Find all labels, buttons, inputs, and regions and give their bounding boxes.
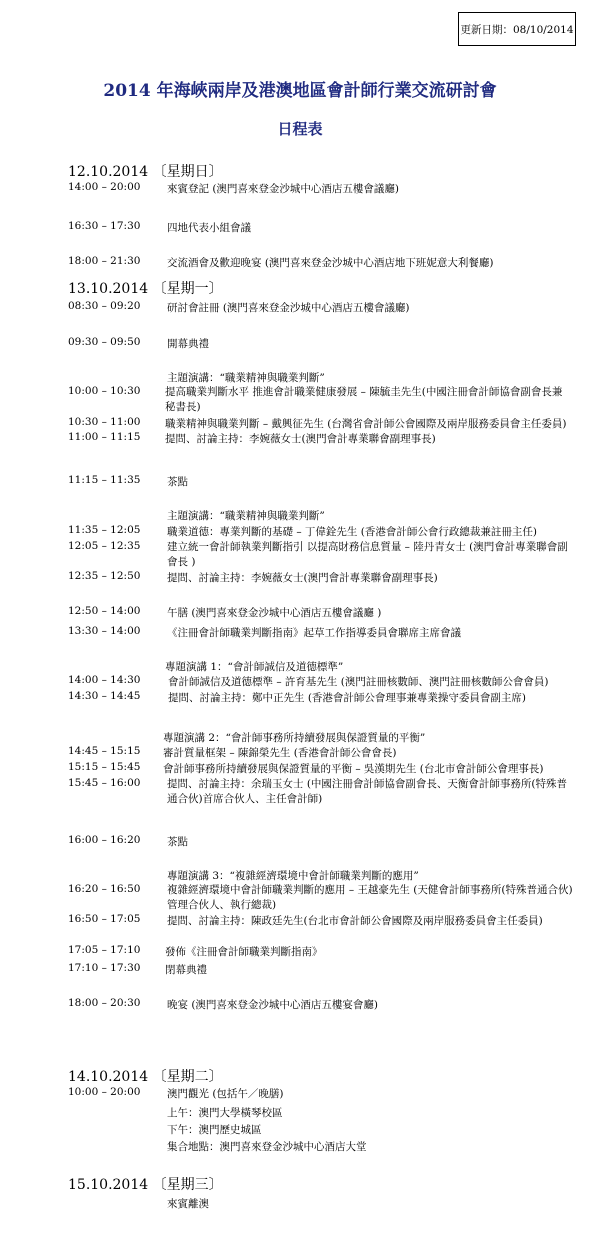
description: 提問、討論主持：李婉薇女士(澳門會計專業聯會副理事長) — [165, 433, 436, 445]
day-heading-13-10: 13.10.2014 〔星期一〕 — [68, 281, 223, 297]
time: 16:20 – 16:50 — [68, 883, 141, 895]
time: 14:30 – 14:45 — [68, 690, 141, 702]
time: 10:00 – 20:00 — [68, 1086, 141, 1098]
description: 來賓離澳 — [167, 1198, 209, 1210]
description: 會計師事務所持續發展與保證質量的平衡 – 吳漢期先生 (台北市會計師公會理事長) — [163, 763, 544, 775]
description: 專題演講 1：“會計師誠信及道德標準” — [165, 661, 344, 673]
description: 提問、討論主持：鄭中正先生 (香港會計師公會理事兼專業操守委員會副主席) — [168, 692, 527, 704]
page-subtitle: 日程表 — [277, 120, 323, 138]
description: 發佈《注冊會計師職業判斷指南》 — [165, 946, 323, 958]
description: 提問、討論主持：陳政廷先生(台北市會計師公會國際及兩岸服務委員會主任委員) — [167, 915, 543, 927]
day-heading-15-10: 15.10.2014 〔星期三〕 — [68, 1177, 223, 1193]
time: 10:00 – 10:30 — [68, 385, 141, 397]
time: 17:10 – 17:30 — [68, 962, 141, 974]
description: 下午：澳門歷史城區 — [167, 1124, 262, 1136]
description: 職業精神與職業判斷 – 戴興征先生 (台灣省會計師公會國際及兩岸服務委員會主任委員) — [165, 418, 567, 430]
description: 上午：澳門大學橫琴校區 — [167, 1107, 283, 1119]
description: 審計質量框架 – 陳錦榮先生 (香港會計師公會會長) — [163, 747, 397, 759]
description: 澳門觀光 (包括午／晚膳) — [167, 1088, 284, 1100]
time: 14:00 – 14:30 — [68, 674, 141, 686]
time: 14:00 – 20:00 — [68, 181, 141, 193]
description: 主題演講：“職業精神與職業判斷” — [167, 372, 325, 384]
time: 15:15 – 15:45 — [68, 761, 141, 773]
description: 主題演講：“職業精神與職業判斷” — [167, 510, 325, 522]
description: 專題演講 3：“複雜經濟環境中會計師職業判斷的應用” — [167, 870, 419, 882]
description: 職業道德：專業判斷的基礎 – 丁偉銓先生 (香港會計師公會行政總裁兼註冊主任) — [167, 526, 537, 538]
description: 提問、討論主持：余瑞玉女士 (中國注冊會計師協會副會長、天衡會計師事務所(特殊普通合伙)首席合伙人、主任會計師) — [167, 778, 568, 805]
description: 四地代表小組會議 — [167, 222, 251, 234]
time: 16:30 – 17:30 — [68, 220, 141, 232]
time: 13:30 – 14:00 — [68, 625, 141, 637]
description: 提高職業判斷水平 推進會計職業健康發展 – 陳毓圭先生(中國注冊會計師協會副會長兼秘書長) — [165, 386, 563, 413]
time: 12:50 – 14:00 — [68, 605, 141, 617]
description: 建立統一會計師執業判斷指引 以提高財務信息質量 – 陸丹青女士 (澳門會計專業聯會副會長 ) — [167, 541, 568, 568]
description: 提問、討論主持：李婉薇女士(澳門會計專業聯會副理事長) — [167, 572, 438, 584]
description: 集合地點：澳門喜來登金沙城中心酒店大堂 — [167, 1141, 367, 1153]
description: 茶點 — [167, 836, 188, 848]
description: 複雜經濟環境中會計師職業判斷的應用 – 王越豪先生 (天健會計師事務所(特殊普通合伙)管理合伙人、執行總裁) — [167, 884, 573, 911]
time: 10:30 – 11:00 — [68, 416, 141, 428]
description: 專題演講 2：“會計師事務所持續發展與保證質量的平衡” — [163, 732, 426, 744]
time: 18:00 – 21:30 — [68, 255, 141, 267]
description: 《注冊會計師職業判斷指南》起草工作指導委員會聯席主席會議 — [167, 627, 461, 639]
time: 08:30 – 09:20 — [68, 300, 141, 312]
time: 11:35 – 12:05 — [68, 524, 141, 536]
description: 午膳 (澳門喜來登金沙城中心酒店五樓會議廳 ) — [167, 607, 382, 619]
time: 09:30 – 09:50 — [68, 336, 141, 348]
time: 17:05 – 17:10 — [68, 944, 141, 956]
day-heading-12-10: 12.10.2014 〔星期日〕 — [68, 164, 223, 180]
time: 12:35 – 12:50 — [68, 570, 141, 582]
time: 16:00 – 16:20 — [68, 834, 141, 846]
day-heading-14-10: 14.10.2014 〔星期二〕 — [68, 1069, 223, 1085]
description: 研討會註冊 (澳門喜來登金沙城中心酒店五樓會議廳) — [167, 302, 410, 314]
description: 閉幕典禮 — [165, 964, 207, 976]
time: 12:05 – 12:35 — [68, 540, 141, 552]
description: 茶點 — [167, 476, 188, 488]
time: 15:45 – 16:00 — [68, 777, 141, 789]
description: 會計師誠信及道德標準 – 許育基先生 (澳門註冊核數師、澳門註冊核數師公會會員) — [168, 676, 549, 688]
description: 來賓登記 (澳門喜來登金沙城中心酒店五樓會議廳) — [167, 183, 400, 195]
time: 11:00 – 11:15 — [68, 431, 141, 443]
description: 交流酒會及歡迎晚宴 (澳門喜來登金沙城中心酒店地下班妮意大利餐廳) — [167, 257, 494, 269]
time: 14:45 – 15:15 — [68, 745, 141, 757]
page-title: 2014 年海峽兩岸及港澳地區會計師行業交流研討會 — [103, 81, 497, 101]
time: 18:00 – 20:30 — [68, 997, 141, 1009]
description: 開幕典禮 — [167, 338, 209, 350]
time: 16:50 – 17:05 — [68, 913, 141, 925]
description: 晚宴 (澳門喜來登金沙城中心酒店五樓宴會廳) — [167, 999, 379, 1011]
time: 11:15 – 11:35 — [68, 474, 141, 486]
updated-date-box: 更新日期：08/10/2014 — [458, 12, 576, 46]
